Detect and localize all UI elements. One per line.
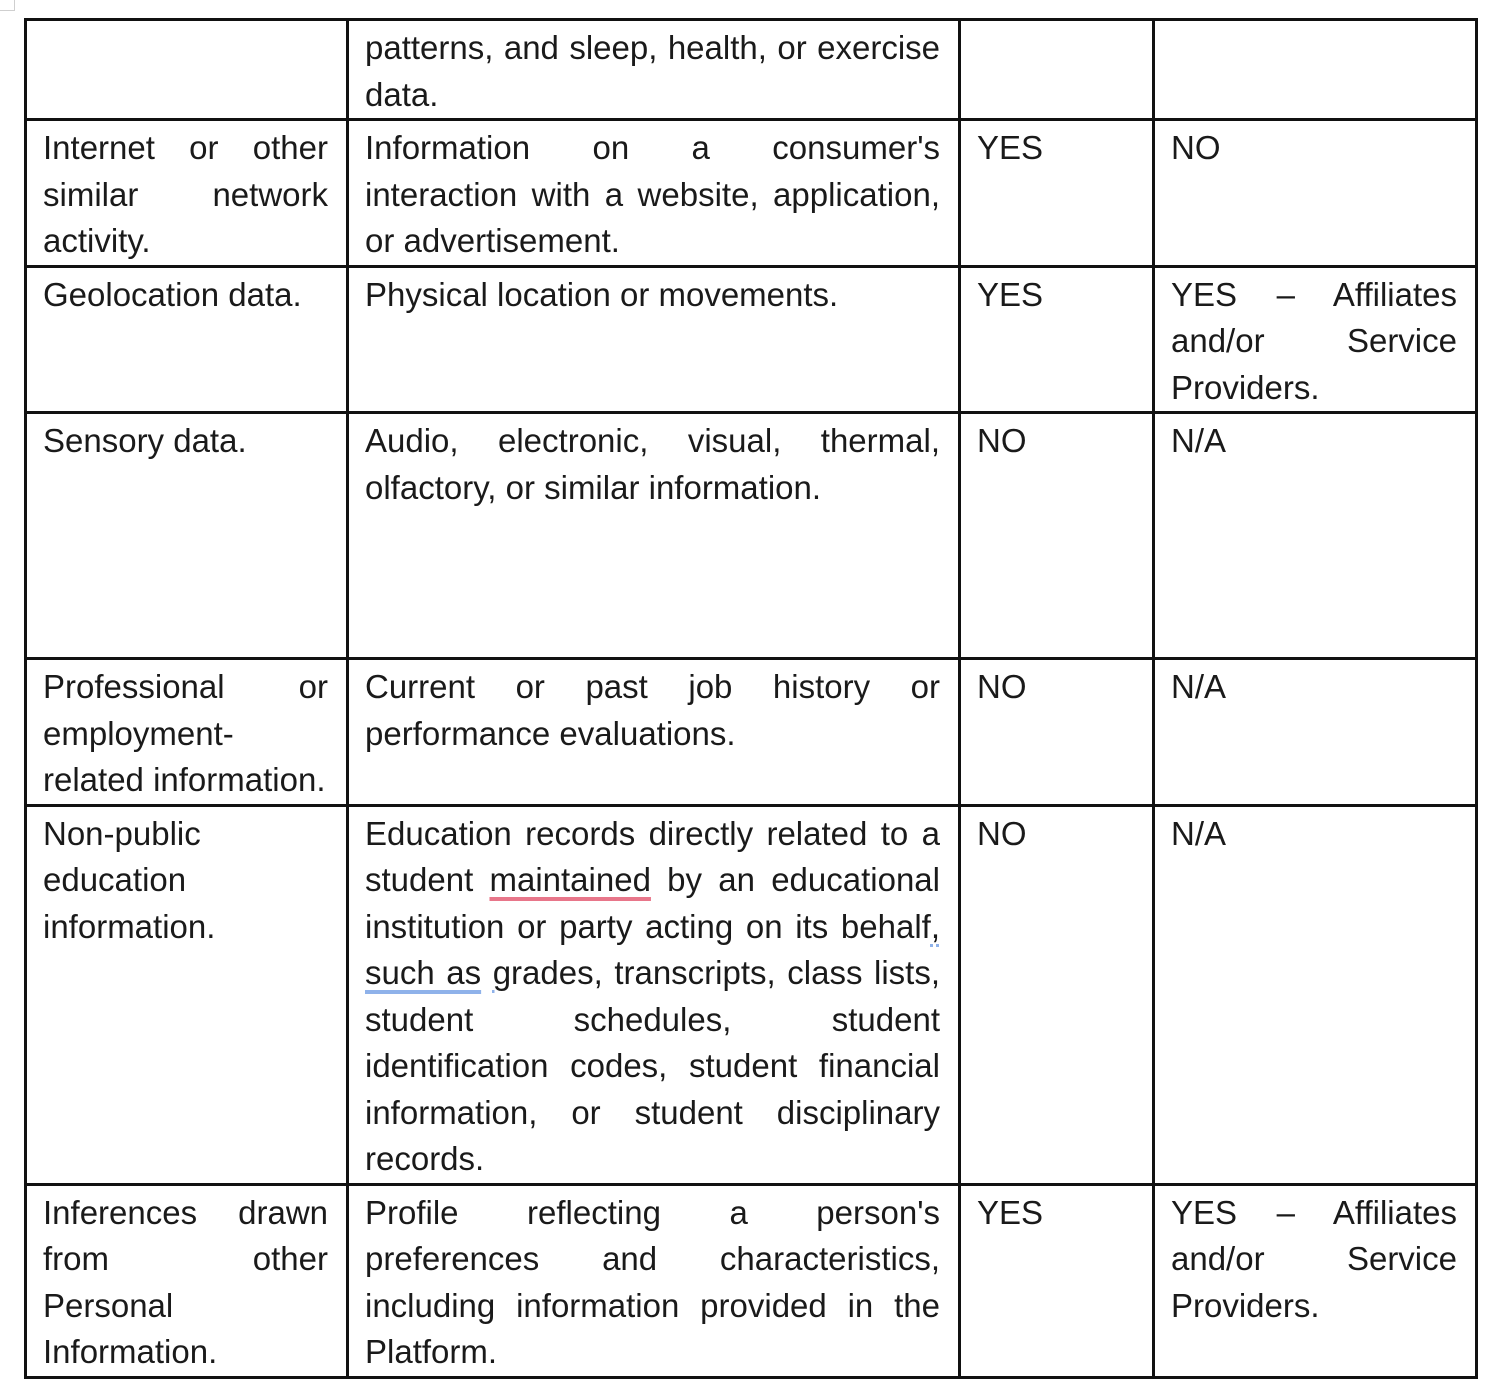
examples-cell: Information on a consumer's interaction with a website, application, or advertisement. <box>348 120 960 267</box>
page-corner-mark <box>0 0 15 11</box>
disclosed-cell: YES – Affiliates and/or Service Providers. <box>1154 1184 1477 1377</box>
spelling-flagged-word[interactable]: maintained <box>489 861 651 898</box>
examples-cell: Current or past job history or performance evaluations. <box>348 659 960 806</box>
examples-text <box>481 954 493 991</box>
examples-text: Education records directly related to a student <box>365 814 940 898</box>
disclosed-cell: YES – Affiliates and/or Service Providers. <box>1154 266 1477 413</box>
grammar-flag-letter[interactable]: g <box>492 954 512 991</box>
personal-information-table <box>24 18 1478 1379</box>
examples-cell: Physical location or movements. <box>348 266 960 413</box>
table-row <box>26 1184 1477 1377</box>
table-row <box>26 266 1477 413</box>
disclosed-cell <box>1154 20 1477 120</box>
table-row <box>26 120 1477 267</box>
category-cell <box>26 20 348 120</box>
disclosed-cell: N/A <box>1154 413 1477 659</box>
examples-cell <box>348 805 960 1184</box>
examples-text: by an educational institution or party acting on its behalf <box>365 861 940 945</box>
collected-cell: NO <box>960 413 1154 659</box>
category-cell: Professional or employment-related information. <box>26 659 348 806</box>
category-cell: Inferences drawn from other Personal Information. <box>26 1184 348 1377</box>
disclosed-cell: N/A <box>1154 805 1477 1184</box>
grammar-flag-comma[interactable]: , <box>930 907 940 945</box>
table-row <box>26 20 1477 120</box>
examples-cell: Audio, electronic, visual, thermal, olfactory, or similar information. <box>348 413 960 659</box>
collected-cell: YES <box>960 1184 1154 1377</box>
category-cell: Internet or other similar network activity. <box>26 120 348 267</box>
collected-cell <box>960 20 1154 120</box>
examples-cell: Profile reflecting a person's preferences and characteristics, including information provided in the Platform. <box>348 1184 960 1377</box>
grammar-flagged-phrase[interactable]: such as <box>365 954 482 991</box>
disclosed-cell: N/A <box>1154 659 1477 806</box>
examples-cell: patterns, and sleep, health, or exercise data. <box>348 20 960 120</box>
collected-cell: YES <box>960 266 1154 413</box>
collected-cell: NO <box>960 805 1154 1184</box>
category-cell: Geolocation data. <box>26 266 348 413</box>
examples-text: rades, transcripts, class lists, student schedules, student identification codes, student financial information, or student disciplinary records. <box>365 954 940 1177</box>
table-row <box>26 413 1477 659</box>
table-row <box>26 659 1477 806</box>
collected-cell: YES <box>960 120 1154 267</box>
table-row <box>26 805 1477 1184</box>
disclosed-cell: NO <box>1154 120 1477 267</box>
collected-cell: NO <box>960 659 1154 806</box>
category-cell: Sensory data. <box>26 413 348 659</box>
category-cell: Non-public education information. <box>26 805 348 1184</box>
